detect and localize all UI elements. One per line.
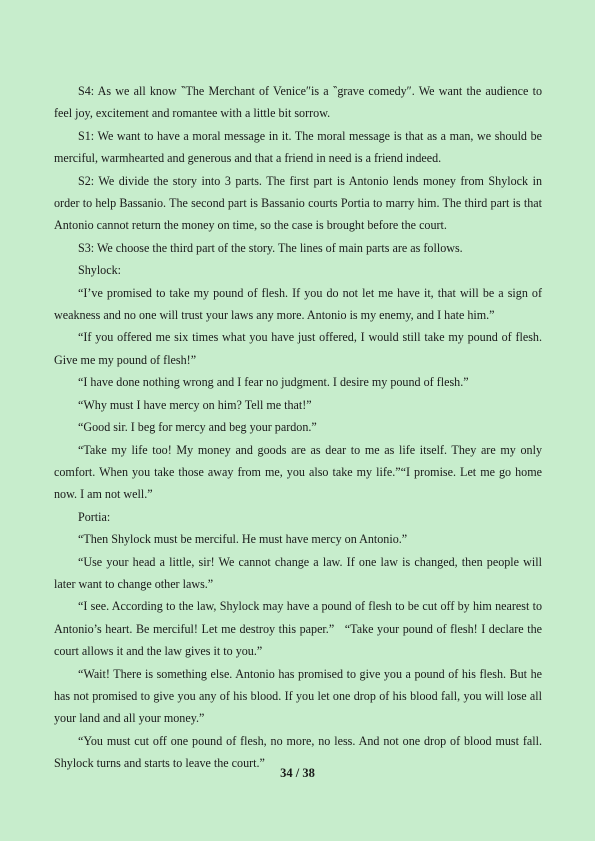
paragraph-s2: S2: We divide the story into 3 parts. The first part is Antonio lends money from Shylock in order to help Bassanio. The second part is Bassanio courts Portia to marry him. The third part is that Antonio cannot return the money on time, so the case is brought before the court. [54,173,542,233]
shylock-line-5: “Good sir. I beg for mercy and beg your pardon.” [78,420,317,435]
portia-line-5: “You must cut off one pound of flesh, no more, no less. And not one drop of blood must fall. Shylock turns and starts to leave the court.” [54,733,542,771]
paragraph-s4: S4: As we all know ‶The Merchant of Venice″is a ‶grave comedy″. We want the audience to feel joy, excitement and romantee with a little bit sorrow. [54,84,542,121]
shylock-line-1: “I’ve promised to take my pound of flesh. If you do not let me have it, that will be a sign of weakness and no one will trust your laws any more. Antonio is my enemy, and I hate him.” [54,285,542,323]
shylock-line-3: “I have done nothing wrong and I fear no judgment. I desire my pound of flesh.” [78,375,469,390]
shylock-line-6: “Take my life too! My money and goods are as dear to me as life itself. They are my only comfort. When you take those away from me, you also take my life.”“I promise. Let me go home now. I am not well.” [54,442,542,502]
shylock-line-4: “Why must I have mercy on him? Tell me that!” [78,397,312,412]
portia-line-1: “Then Shylock must be merciful. He must have mercy on Antonio.” [78,532,408,547]
speaker-shylock: Shylock: [78,263,122,278]
body-text [54,80,542,775]
portia-line-2: “Use your head a little, sir! We cannot change a law. If one law is changed, then people will later want to change other laws.” [54,554,542,591]
page-number: 34 / 38 [280,766,315,780]
shylock-line-2: “If you offered me six times what you have just offered, I would still take my pound of flesh. Give me my pound of flesh!” [54,330,542,367]
paragraph-s1: S1: We want to have a moral message in it. The moral message is that as a man, we should be merciful, warmhearted and generous and that a friend in need is a friend indeed. [54,128,542,166]
paragraph-s3: S3: We choose the third part of the story. The lines of main parts are as follows. [78,240,463,255]
speaker-portia: Portia: [78,509,111,524]
portia-line-3: “I see. According to the law, Shylock may have a pound of flesh to be cut off by him nearest to Antonio’s heart. Be merciful! Let me destroy this paper.” “Take your pound of flesh! I declare the court allows it and the law gives it to you.” [54,599,542,659]
portia-line-4: “Wait! There is something else. Antonio has promised to give you a pound of his flesh. But he has not promised to give you any of his blood. If you let one drop of his blood fall, you will lose all your land and all your money.” [54,666,542,726]
